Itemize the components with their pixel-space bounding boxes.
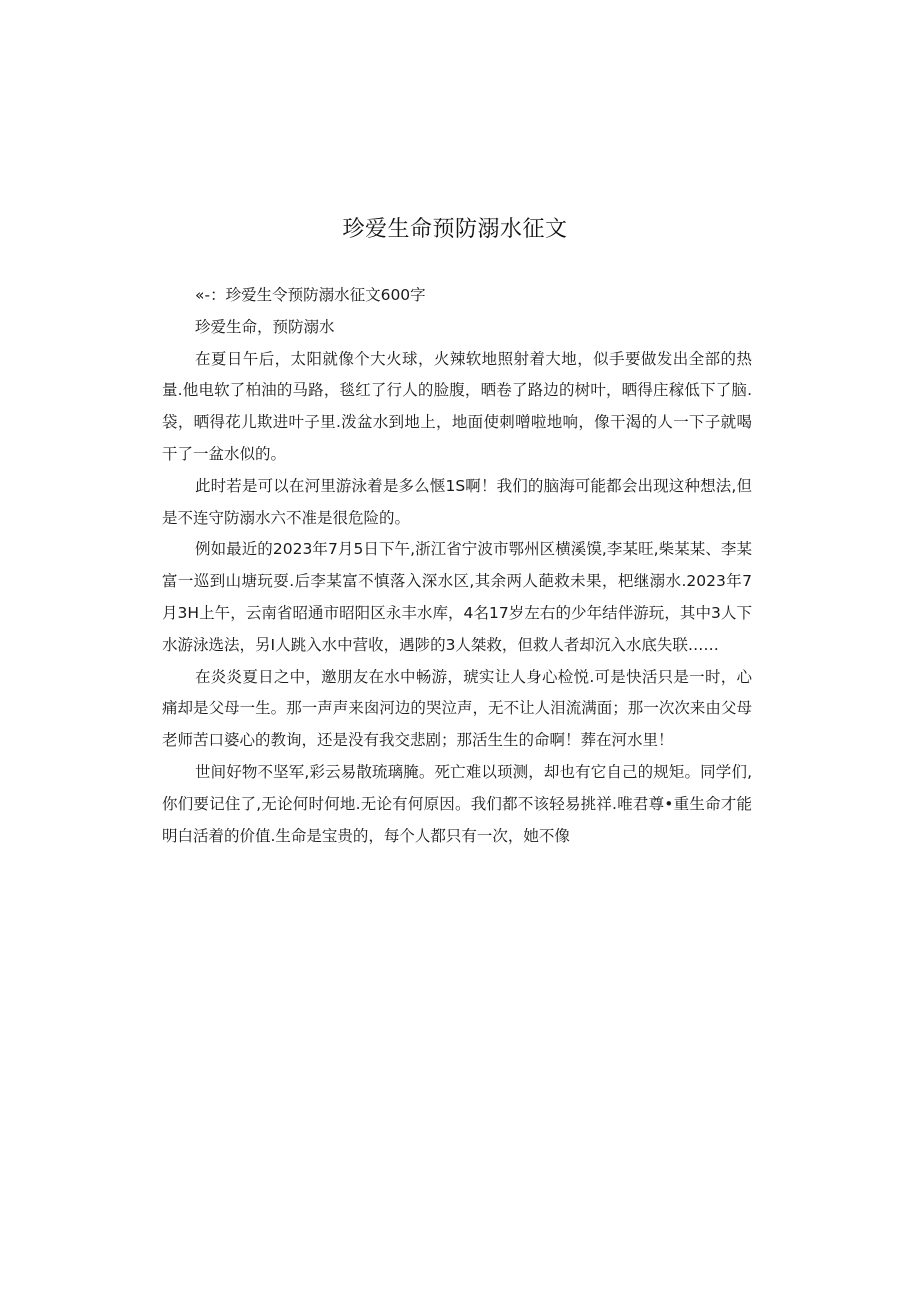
paragraph-conclusion: 世间好物不坚军,彩云易散琉璃腌。死亡难以顼测，却也有它自己的规矩。同学们,你们要记住了,无论何时何地.无论有何原因。我们都不该轻易挑祥.唯君尊•重生命才能明白活着的价值.生命是宝贵的，每个人都只有一次，她不像	[162, 762, 752, 845]
paragraph-summer: 在夏日午后，太阳就像个大火球，火辣软地照射着大地，似手要做发出全部的热量.他电软了柏油的马路，毯红了行人的脸腹，晒卷了路边的树叶，晒得庄稼低下了脑.袋，晒得花儿欺进叶子里.泼盆水到地上，地面使刺噌啦地响，像干渴的人一下子就喝干了一盆水似的。	[162, 349, 752, 463]
heading-line: 珍爱生命，预防溺水	[195, 317, 335, 336]
paragraph-consequences: 在炎炎夏日之中，邀朋友在水中畅游，琥实让人身心检悦.可是快活只是一时，心痛却是父母一生。那一声声来囱河边的哭泣声，无不让人泪流满面；那一次次来由父母老师苦口婆心的教询，还是没有我交悲剧；那活生生的命啊！葬在河水里！	[162, 667, 752, 750]
paragraph-swimming-thought: 此时若是可以在河里游泳着是多么惬1S啊！我们的脑海可能都会出现这种想法,但是不连守防溺水六不准是很危险的。	[162, 476, 752, 527]
document-title: 珍爱生命预防溺水征文	[342, 217, 568, 242]
document-body	[162, 280, 752, 852]
subtitle-line: «-：珍爱生令预防溺水征文600字	[195, 286, 426, 304]
paragraph-examples: 例如最近的2023年7月5日下午,浙江省宁波市鄂州区横溪馍,李某旺,柴某某、李某富一巡到山塘玩耍.后李某富不慎落入深水区,其余两人葩救未果，杷继溺水.2023年7月3H上午，云南省昭通市昭阳区永丰水库，4名17岁左右的少年结伴游玩，其中3人下水游泳选法，另I人跳入水中营收，遇陟的3人桀救，但救人者却沉入水底失联……	[162, 540, 752, 654]
